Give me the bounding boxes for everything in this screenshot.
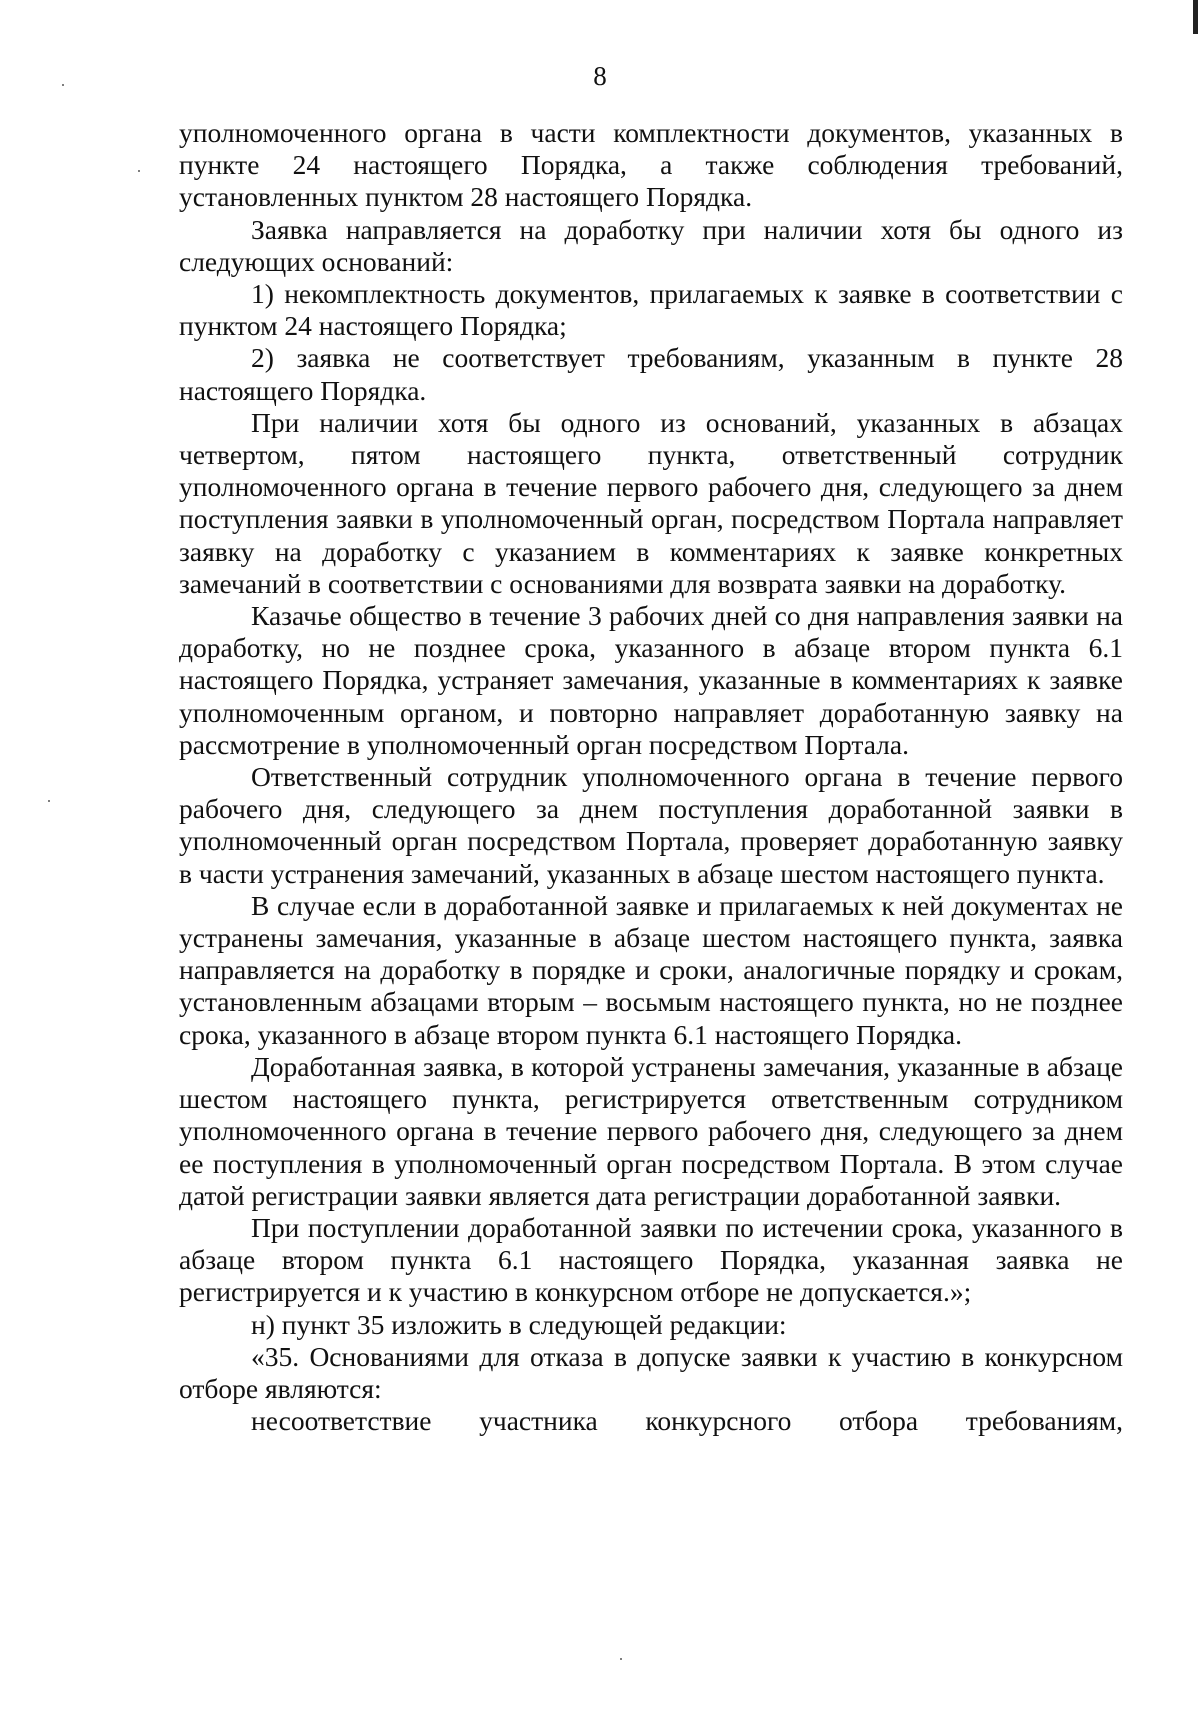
list-item: 1) некомплектность документов, прилагаемых к заявке в соответствии с пунктом 24 настоящего Порядка; xyxy=(179,278,1123,342)
paragraph: При поступлении доработанной заявки по истечении срока, указанного в абзаце втором пункта 6.1 настоящего Порядка, указанная заявка не регистрируется и к участию в конкурсном отборе не допускается.»; xyxy=(179,1211,1123,1308)
paragraph: уполномоченного органа в части комплектности документов, указанных в пункте 24 настоящего Порядка, а также соблюдения требований, установленных пунктом 28 настоящего Порядка. xyxy=(179,117,1123,213)
paragraph: Заявка направляется на доработку при наличии хотя бы одного из следующих оснований: xyxy=(179,213,1123,277)
scan-speck xyxy=(138,170,140,172)
scan-speck xyxy=(48,800,50,802)
paragraph: При наличии хотя бы одного из оснований, указанных в абзацах четвертом, пятом настоящего пункта, ответственный сотрудник уполномоченного органа в течение первого рабочего дня, следующего за днем поступления заявки в уполномоченный орган, посредством Портала направляет заявку на доработку с указанием в комментариях к заявке конкретных замечаний в соответствии с основаниями для возврата заявки на доработку. xyxy=(179,406,1123,599)
paragraph: Казачье общество в течение 3 рабочих дней со дня направления заявки на доработку, но не позднее срока, указанного в абзаце втором пункта 6.1 настоящего Порядка, устраняет замечания, указанные в комментариях к заявке уполномоченным органом, и повторно направляет доработанную заявку на рассмотрение в уполномоченный орган посредством Портала. xyxy=(179,600,1123,760)
paragraph: В случае если в доработанной заявке и прилагаемых к ней документах не устранены замечания, указанные в абзаце шестом настоящего пункта, заявка направляется на доработку в порядке и сроки, аналогичные порядку и срокам, установленным абзацами вторым – восьмым настоящего пункта, но не позднее срока, указанного в абзаце втором пункта 6.1 настоящего Порядка. xyxy=(179,889,1123,1050)
document-body xyxy=(179,117,1123,1437)
paragraph: н) пункт 35 изложить в следующей редакции: xyxy=(251,1308,787,1340)
scan-speck xyxy=(620,1658,622,1660)
paragraph: Ответственный сотрудник уполномоченного органа в течение первого рабочего дня, следующего за днем поступления доработанной заявки в уполномоченный орган посредством Портала, проверяет доработанную заявку в части устранения замечаний, указанных в абзаце шестом настоящего пункта. xyxy=(179,761,1123,889)
paragraph: Доработанная заявка, в которой устранены замечания, указанные в абзаце шестом настоящего пункта, регистрируется ответственным сотрудником уполномоченного органа в течение первого рабочего дня, следующего за днем ее поступления в уполномоченный орган посредством Портала. В этом случае датой регистрации заявки является дата регистрации доработанной заявки. xyxy=(179,1050,1123,1211)
paragraph: «35. Основаниями для отказа в допуске заявки к участию в конкурсном отборе являются: xyxy=(179,1340,1123,1404)
page-number: 8 xyxy=(593,61,607,91)
list-item: 2) заявка не соответствует требованиям, указанным в пункте 28 настоящего Порядка. xyxy=(179,342,1123,406)
scan-edge-mark xyxy=(1193,0,1198,34)
paragraph: несоответствие участника конкурсного отбора требованиям, xyxy=(251,1405,1123,1437)
